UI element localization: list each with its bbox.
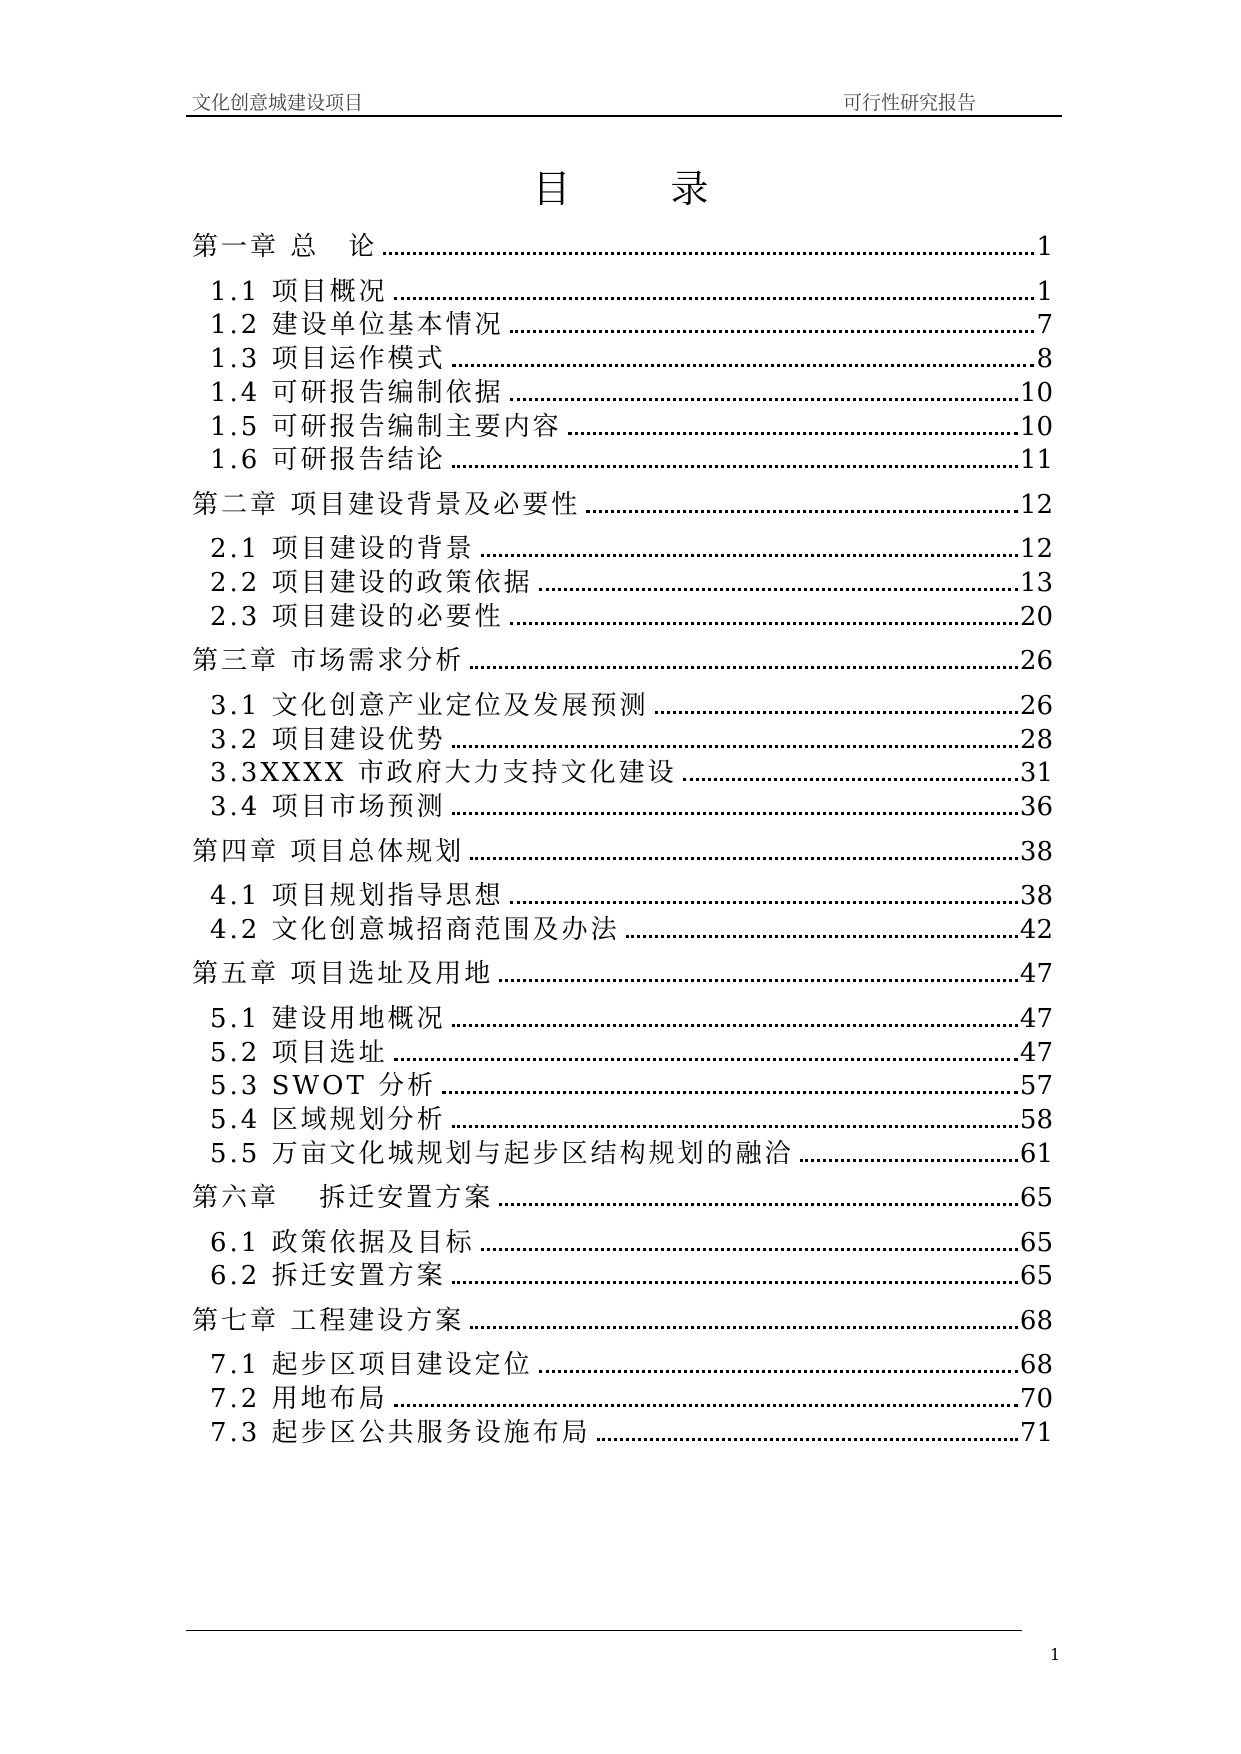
toc-entry-title: 1.5 可研报告编制主要内容 [210,412,562,442]
toc-entry-page: 65 [1019,1183,1053,1213]
toc-section-entry[interactable] [210,558,1053,596]
header-rule [186,115,1062,117]
toc-dot-leader [470,1312,1018,1329]
toc-chapter-entry[interactable] [192,636,1053,674]
toc-dot-leader [394,1044,1018,1061]
toc-entry-title: 1.1 项目概况 [210,277,388,307]
toc-section-entry[interactable] [210,748,1053,786]
toc-chapter-entry[interactable] [192,1296,1053,1334]
toc-entry-page: 47 [1019,1038,1053,1068]
toc-dot-leader [394,283,1035,300]
toc-section-entry[interactable] [210,334,1053,372]
toc-dot-leader [499,965,1018,982]
toc-entry-page: 57 [1019,1071,1053,1101]
toc-section-entry[interactable] [210,300,1053,338]
toc-entry-title: 第一章 总 论 [192,232,378,262]
toc-dot-leader [470,843,1018,860]
header-project-name: 文化创意城建设项目 [192,92,364,114]
toc-dot-leader [394,1390,1018,1407]
toc-chapter-entry[interactable] [192,949,1053,987]
footer-rule [186,1630,1022,1631]
toc-entry-title: 第四章 项目总体规划 [192,837,465,867]
toc-dot-leader [800,1145,1018,1162]
toc-entry-page: 68 [1019,1306,1053,1336]
toc-dot-leader [597,1424,1018,1441]
toc-dot-leader [510,608,1018,625]
toc-entry-title: 2.2 项目建设的政策依据 [210,568,533,598]
toc-section-entry[interactable] [210,1340,1053,1378]
toc-entry-title: 3.1 文化创意产业定位及发展预测 [210,691,649,721]
toc-entry-page: 36 [1019,792,1053,822]
toc-entry-title: 4.1 项目规划指导思想 [210,881,504,911]
toc-dot-leader [683,764,1018,781]
toc-entry-page: 7 [1036,310,1053,340]
toc-entry-title: 第七章 工程建设方案 [192,1306,465,1336]
toc-entry-title: 7.1 起步区项目建设定位 [210,1350,533,1380]
toc-entry-page: 65 [1019,1261,1053,1291]
page-header [186,86,1062,116]
toc-entry-title: 3.4 项目市场预测 [210,792,446,822]
toc-dot-leader [499,1189,1018,1206]
toc-dot-leader [510,316,1035,333]
toc-dot-leader [452,1010,1018,1027]
toc-entry-title: 5.3 SWOT 分析 [210,1071,437,1101]
toc-entry-page: 42 [1019,915,1053,945]
toc-entry-page: 1 [1036,277,1053,307]
toc-entry-page: 20 [1019,602,1053,632]
toc-dot-leader [586,496,1018,513]
header-report-type: 可行性研究报告 [842,92,976,114]
toc-dot-leader [383,238,1034,255]
toc-entry-title: 第五章 项目选址及用地 [192,959,494,989]
toc-entry-page: 13 [1019,568,1053,598]
toc-entry-title: 6.2 拆迁安置方案 [210,1261,446,1291]
toc-entry-page: 8 [1036,344,1053,374]
toc-entry-title: 5.1 建设用地概况 [210,1004,446,1034]
toc-entry-page: 58 [1019,1105,1053,1135]
toc-section-entry[interactable] [210,1374,1053,1412]
toc-section-entry[interactable] [210,592,1053,630]
toc-entry-page: 61 [1019,1139,1053,1169]
toc-dot-leader [442,1077,1018,1094]
toc-entry-page: 10 [1019,378,1053,408]
toc-entry-page: 38 [1019,837,1053,867]
toc-dot-leader [481,540,1018,557]
toc-section-entry[interactable] [210,782,1053,820]
toc-dot-leader [655,697,1018,714]
toc-section-entry[interactable] [210,368,1053,406]
toc-title: 目录 [532,167,809,211]
toc-section-entry[interactable] [210,1061,1053,1099]
toc-entry-title: 1.3 项目运作模式 [210,344,446,374]
toc-dot-leader [568,418,1018,435]
toc-dot-leader [452,451,1018,468]
toc-section-entry[interactable] [210,435,1053,473]
toc-entry-page: 26 [1019,646,1053,676]
toc-entry-page: 38 [1019,881,1053,911]
toc-section-entry[interactable] [210,871,1053,909]
toc-dot-leader [452,731,1018,748]
toc-dot-leader [539,1356,1018,1373]
toc-dot-leader [510,887,1018,904]
toc-entry-page: 47 [1019,1004,1053,1034]
toc-dot-leader [470,652,1018,669]
toc-dot-leader [452,1111,1018,1128]
toc-entry-title: 7.3 起步区公共服务设施布局 [210,1418,591,1448]
toc-entry-title: 5.4 区域规划分析 [210,1105,446,1135]
toc-entry-page: 12 [1019,534,1053,564]
toc-chapter-entry[interactable] [192,222,1053,260]
toc-dot-leader [626,921,1018,938]
toc-section-entry[interactable] [210,524,1053,562]
toc-entry-page: 28 [1019,725,1053,755]
toc-section-entry[interactable] [210,1129,1053,1167]
toc-section-entry[interactable] [210,994,1053,1032]
toc-entry-title: 5.5 万亩文化城规划与起步区结构规划的融洽 [210,1139,794,1169]
page-number: 1 [1050,1645,1061,1664]
toc-section-entry[interactable] [210,681,1053,719]
toc-entry-title: 第三章 市场需求分析 [192,646,465,676]
toc-entry-page: 26 [1019,691,1053,721]
toc-entry-page: 11 [1019,445,1053,475]
toc-entry-page: 31 [1019,758,1053,788]
toc-chapter-entry[interactable] [192,1173,1053,1211]
toc-entry-title: 第六章 拆迁安置方案 [192,1183,494,1213]
toc-entry-title: 第二章 项目建设背景及必要性 [192,490,581,520]
toc-section-entry[interactable] [210,905,1053,943]
toc-entry-page: 1 [1036,232,1053,262]
toc-dot-leader [510,384,1018,401]
toc-entry-title: 3.2 项目建设优势 [210,725,446,755]
toc-chapter-entry[interactable] [192,827,1053,865]
toc-entry-page: 47 [1019,959,1053,989]
toc-entry-page: 68 [1019,1350,1053,1380]
toc-entry-title: 2.1 项目建设的背景 [210,534,475,564]
toc-dot-leader [452,1267,1018,1284]
toc-chapter-entry[interactable] [192,480,1053,518]
toc-section-entry[interactable] [210,1095,1053,1133]
toc-entry-title: 6.1 政策依据及目标 [210,1228,475,1258]
toc-entry-title: 4.2 文化创意城招商范围及办法 [210,915,620,945]
toc-dot-leader [452,350,1035,367]
toc-entry-title: 1.4 可研报告编制依据 [210,378,504,408]
toc-entry-page: 10 [1019,412,1053,442]
toc-entry-page: 70 [1019,1384,1053,1414]
toc-entry-page: 71 [1019,1418,1053,1448]
toc-entry-title: 1.6 可研报告结论 [210,445,446,475]
toc-dot-leader [452,798,1018,815]
toc-section-entry[interactable] [210,1408,1053,1446]
toc-entry-title: 2.3 项目建设的必要性 [210,602,504,632]
toc-entry-title: 7.2 用地布局 [210,1384,388,1414]
toc-dot-leader [539,574,1018,591]
toc-dot-leader [481,1234,1018,1251]
toc-entry-title: 3.3XXXX 市政府大力支持文化建设 [210,758,677,788]
toc-entry-page: 12 [1019,490,1053,520]
toc-section-entry[interactable] [210,1251,1053,1289]
toc-entry-title: 5.2 项目选址 [210,1038,388,1068]
toc-entry-title: 1.2 建设单位基本情况 [210,310,504,340]
toc-entry-page: 65 [1019,1228,1053,1258]
